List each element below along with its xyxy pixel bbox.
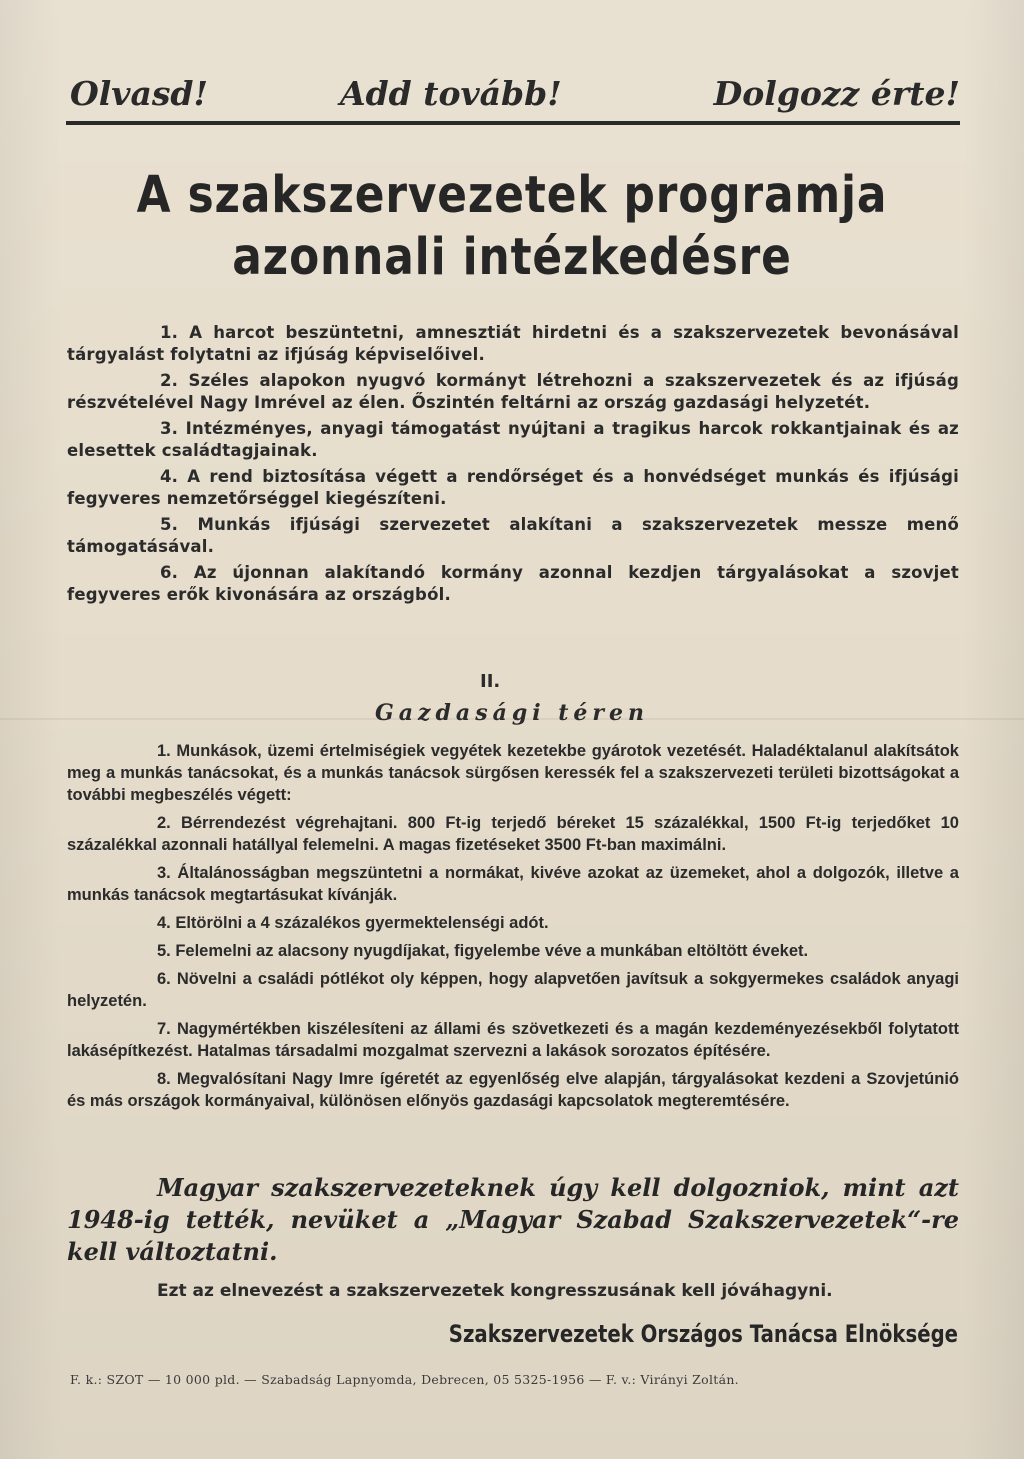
approval-note xyxy=(67,1278,959,1304)
page-title xyxy=(123,165,900,289)
program-part-2 xyxy=(67,740,959,1118)
program-item: 5. Munkás ifjúsági szervezetet alakítani a szakszervezetek messze menő támogatásával. xyxy=(67,515,959,556)
slogan-read: Olvasd! xyxy=(70,74,208,113)
program-item: 6. Az újonnan alakítandó kormány azonnal kezdjen tárgyalásokat a szovjet fegyveres erők kivonására az országból. xyxy=(67,563,959,604)
economic-item: 8. Megvalósítani Nagy Imre ígéretét az egyenlőség elve alapján, tárgyalásokat kezdeni a Szovjetúnió és más országok kormányaival, különösen előnyös gazdasági kapcsolatok megteremtésére. xyxy=(67,1070,959,1110)
program-part-1 xyxy=(67,322,959,610)
economic-item: 3. Általánosságban megszüntetni a normákat, kivéve azokat az üzemeket, ahol a dolgozók, illetve a munkás tanácsok megtartásukat kívánják. xyxy=(67,864,959,904)
section-heading: Gazdasági téren xyxy=(375,700,649,726)
issuer-signature: Szakszervezetek Országos Tanácsa Elnöksége xyxy=(448,1320,958,1348)
slogan-pass-on: Add tovább! xyxy=(340,74,562,113)
program-item: 2. Széles alapokon nyugvó kormányt létrehozni a szakszervezetek és az ifjúság részvételével Nagy Imrével az élen. Őszintén feltárni az ország gazdasági helyzetét. xyxy=(67,371,959,412)
economic-item: 6. Növelni a családi pótlékot oly képpen, hogy alapvetően javítsuk a sokgyermekes családok anyagi helyzetén. xyxy=(67,970,959,1010)
program-item: 3. Intézményes, anyagi támogatást nyújtani a tragikus harcok rokkantjainak és az elesettek családtagjainak. xyxy=(67,419,959,460)
economic-item: 5. Felemelni az alacsony nyugdíjakat, figyelembe véve a munkában eltöltött éveket. xyxy=(157,942,809,960)
slogan-bar xyxy=(70,70,960,118)
header-rule xyxy=(66,121,960,125)
slogan-work-for-it: Dolgozz érte! xyxy=(713,74,960,113)
economic-item: 7. Nagymértékben kiszélesíteni az állami és szövetkezeti és a magán kezdeményezésekből folytatott lakásépítkezést. Hatalmas társadalmi mozgalmat szervezni a lakások sorozatos építésére. xyxy=(67,1020,959,1060)
section-numeral: II. xyxy=(480,671,501,692)
approval-text: Ezt az elnevezést a szakszervezetek kongresszusának kell jóváhagyni. xyxy=(157,1281,833,1301)
program-item: 1. A harcot beszüntetni, amnesztiát hirdetni és a szakszervezetek bevonásával tárgyalást folytatni az ifjúság képviselőivel. xyxy=(67,323,959,364)
economic-item: 2. Bérrendezést végrehajtani. 800 Ft-ig terjedő béreket 15 százalékkal, 1500 Ft-ig terjedőket 10 százalékkal azonnali hatállyal felemelni. A magas fizetéseket 3500 Ft-ban maximálni. xyxy=(67,814,959,854)
rename-demand-text: Magyar szakszervezeteknek úgy kell dolgozniok, mint azt 1948-ig tették, nevüket a „Magyar Szabad Szakszervezetek“-re kell változtatni. xyxy=(67,1173,959,1266)
economic-item: 4. Eltörölni a 4 százalékos gyermektelenségi adót. xyxy=(157,914,549,932)
title-line-1: A szakszervezetek programja xyxy=(136,166,888,225)
program-item: 4. A rend biztosítása végett a rendőrséget és a honvédséget munkás és ifjúsági fegyveres nemzetőrséggel kiegészíteni. xyxy=(67,467,959,508)
rename-demand xyxy=(67,1172,959,1268)
title-line-2: azonnali intézkedésre xyxy=(232,228,792,287)
economic-item: 1. Munkások, üzemi értelmiségiek vegyétek kezetekbe gyárotok vezetését. Haladéktalanul alakítsátok meg a munkás tanácsokat, és a munkás tanácsok sürgősen keressék fel a szakszervezeti területi bizottságokat a további megbeszélés végett: xyxy=(67,742,959,804)
print-imprint: F. k.: SZOT — 10 000 pld. — Szabadság Lapnyomda, Debrecen, 05 5325-1956 — F. v.: Virányi Zoltán. xyxy=(70,1372,739,1387)
